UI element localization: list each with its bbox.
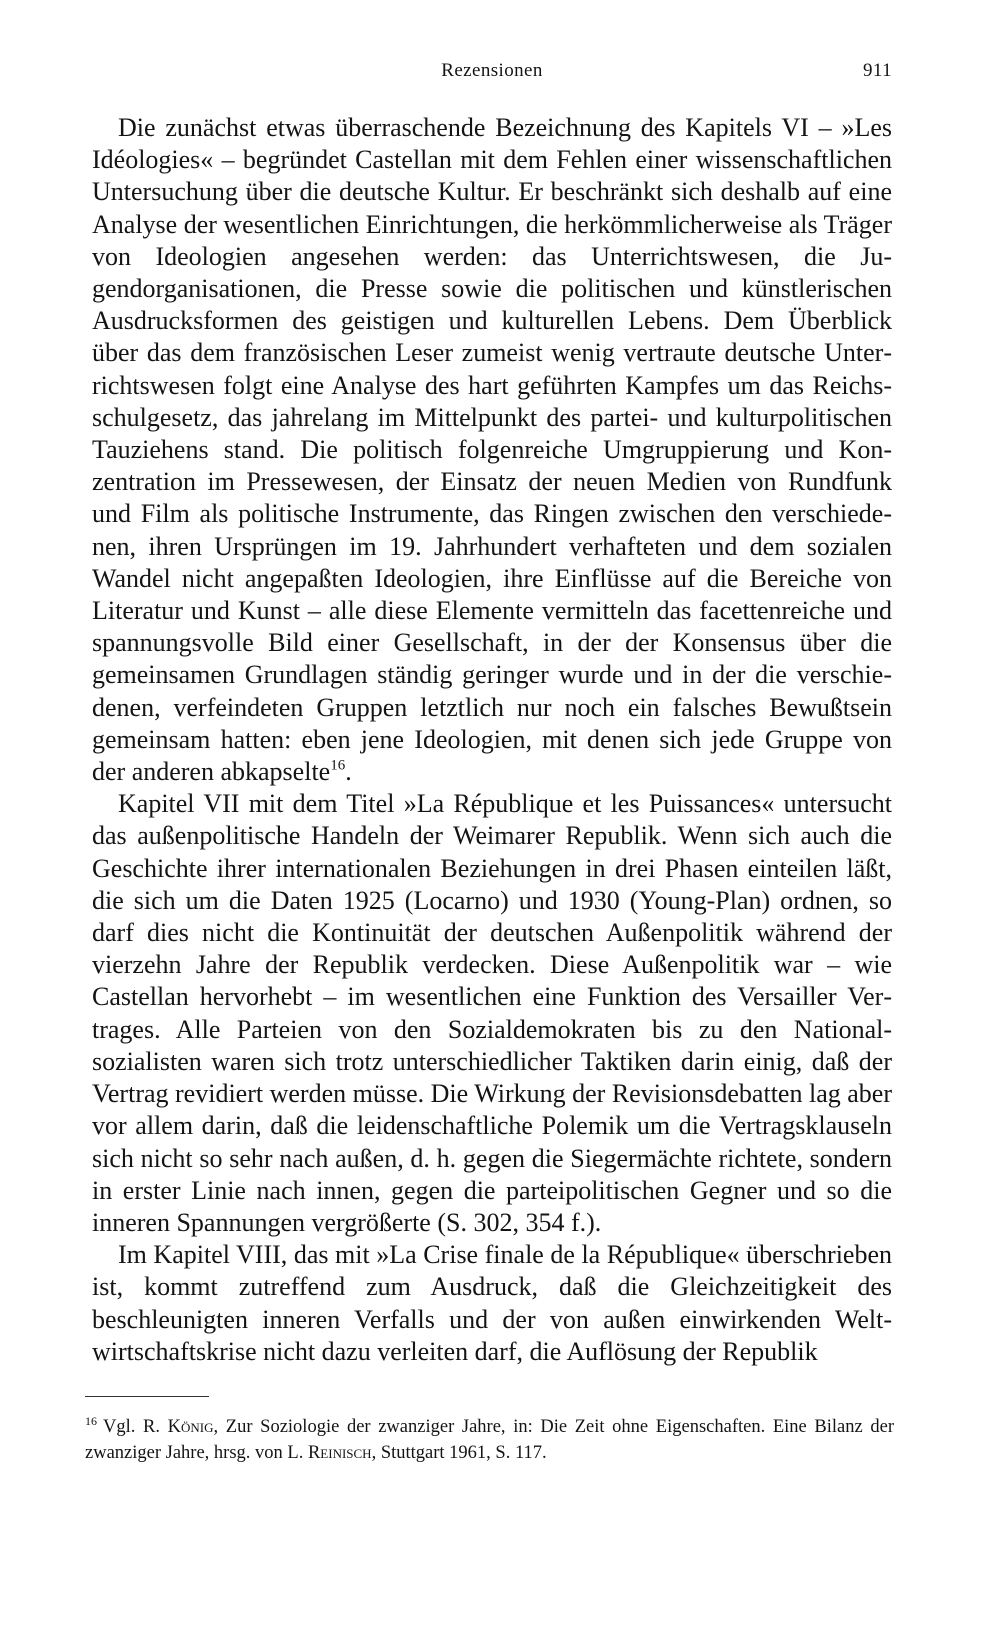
footnote-text: Vgl. R.	[103, 1417, 168, 1437]
footnote-author: König	[167, 1417, 214, 1437]
footnote-number: 16	[85, 1413, 97, 1428]
paragraph-end-punctuation: .	[345, 757, 352, 787]
footnote-text: , Zur Soziologie der zwanziger Jahre, in: Die Zeit ohne Eigenschaften. Eine Bilanz der zwanziger Jahre, hrsg. von L.	[85, 1417, 894, 1463]
paragraph-text: Die zunächst etwas überraschende Bezeichnung des Kapitels VI – »Les Idéologies« – begründet Castellan mit dem Fehlen einer wissenschaftlichen Untersuchung über die deutsche Kultur. Er beschränkt sich deshalb auf eine Analyse der wesentlichen Einrichtungen, die herkömmlicherweise als Träger von Ideologien angesehen werden: das Unterrichtswesen, die Jugendorganisationen, die Presse sowie die politischen und künstlerischen Ausdrucksformen des geistigen und kulturellen Lebens. Dem Überblick über das dem französischen Leser zumeist wenig vertraute deutsche Unterrichtswesen folgt eine Analyse des hart geführten Kampfes um das Reichsschulgesetz, das jahrelang im Mittelpunkt des partei- und kulturpolitischen Tauziehens stand. Die politisch folgenreiche Umgruppierung und Konzentration im Pressewesen, der Einsatz der neuen Medien von Rundfunk und Film als politische Instrumente, das Ringen zwischen den verschiedenen, ihren Ursprüngen im 19. Jahrhundert verhafteten und dem sozialen Wandel nicht angepaßten Ideologien, ihre Einflüsse auf die Bereiche von Literatur und Kunst – alle diese Elemente vermitteln das facettenreiche und spannungsvolle Bild einer Gesellschaft, in der der Konsensus über die gemeinsamen Grundlagen ständig geringer wurde und in der die verschiedenen, verfeindeten Gruppen letztlich nur noch ein falsches Bewußtsein gemeinsam hatten: eben jene Ideologien, mit denen sich jede Gruppe von der anderen abkapselte	[92, 113, 892, 787]
page-number: 911	[863, 60, 892, 81]
running-head	[92, 60, 892, 90]
footnote-reference: 16	[330, 757, 346, 774]
body-text	[92, 112, 892, 1368]
paragraph-kapitel-viii: Im Kapitel VIII, das mit »La Crise finale de la République« überschrieben ist, kommt zutreffend zum Ausdruck, daß die Gleichzeitigkeit des beschleunigten inneren Verfalls und der von außen einwirkenden Weltwirtschaftskrise nicht dazu verleiten darf, die Auflösung der Republik	[92, 1240, 892, 1366]
footnote-divider	[85, 1396, 209, 1397]
running-head-title: Rezensionen	[441, 60, 543, 81]
footnote	[85, 1414, 894, 1466]
footnote-text: , Stuttgart 1961, S. 117.	[371, 1443, 547, 1463]
footnote-editor: Reinisch	[307, 1443, 372, 1463]
paragraph-kapitel-vii: Kapitel VII mit dem Titel »La République et les Puissances« untersucht das außenpolitische Handeln der Weimarer Republik. Wenn sich auch die Geschichte ihrer internationalen Beziehungen in drei Phasen einteilen läßt, die sich um die Daten 1925 (Locarno) und 1930 (Young-Plan) ordnen, so darf dies nicht die Kontinuität der deutschen Außenpolitik während der vierzehn Jahre der Republik verdecken. Diese Außenpolitik war – wie Castellan hervorhebt – im wesentlichen eine Funktion des Versailler Vertrages. Alle Parteien von den Sozialdemokraten bis zu den Nationalsozialisten waren sich trotz unterschiedlicher Taktiken darin einig, daß der Vertrag revidiert werden müsse. Die Wirkung der Revisionsdebatten lag aber vor allem darin, daß die leidenschaftliche Polemik um die Vertragsklauseln sich nicht so sehr nach außen, d. h. gegen die Siegermächte richtete, sondern in erster Linie nach innen, gegen die parteipolitischen Gegner und so die inneren Spannungen vergrößerte (S. 302, 354 f.).	[92, 789, 892, 1237]
paragraph-kapitel-vi	[92, 112, 892, 788]
